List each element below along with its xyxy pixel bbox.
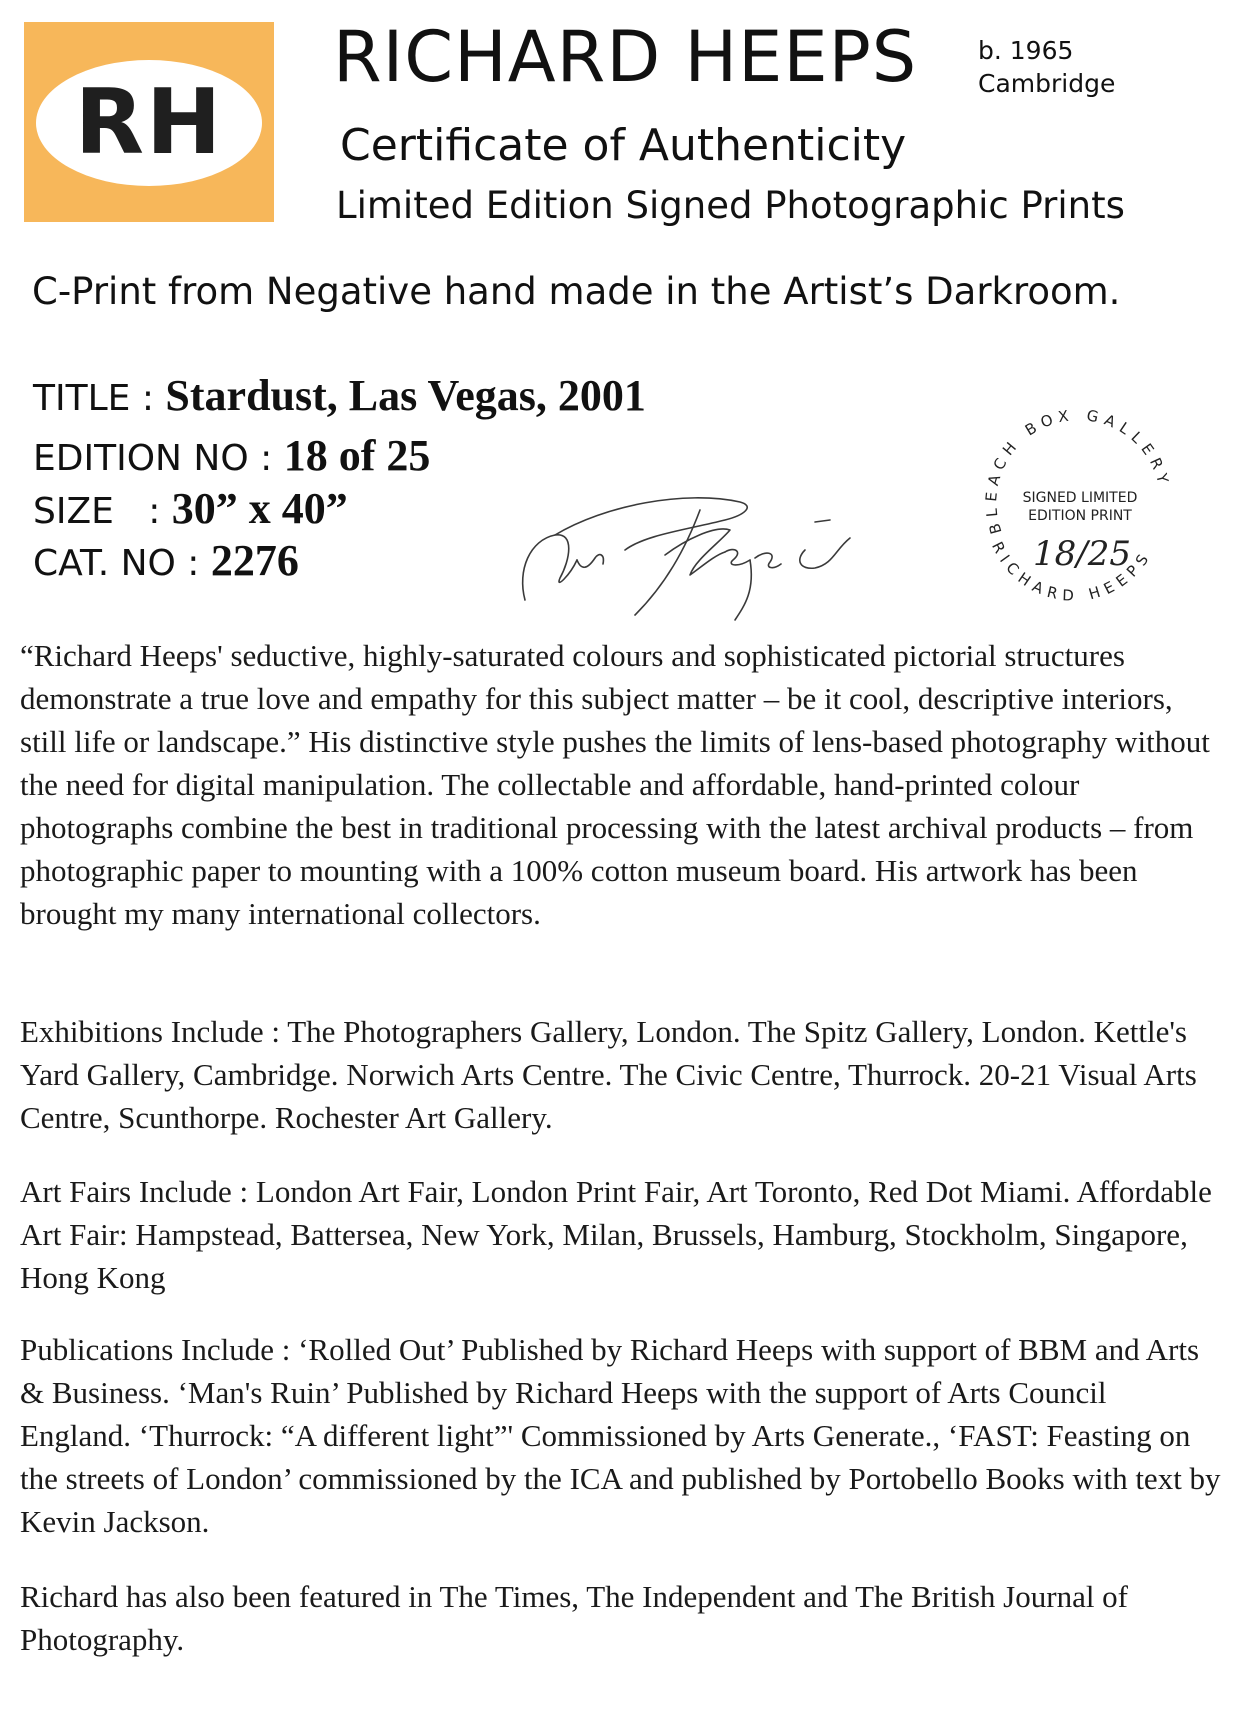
certificate-title: Certificate of Authenticity xyxy=(340,120,907,171)
cat-label: CAT. NO : xyxy=(33,543,211,584)
artist-birth-info xyxy=(978,34,1115,100)
stamp-edition-handwritten: 18/25 xyxy=(1033,534,1131,574)
exhibitions-paragraph: Exhibitions Include : The Photographers Gallery, London. The Spitz Gallery, London. Kettle's Yard Gallery, Cambridge. Norwich Arts Centre. The Civic Centre, Thurrock. 20-21 Visual Arts Centre, Scunthorpe. Rochester Art Gallery. xyxy=(20,1014,1197,1135)
title-row xyxy=(33,370,646,421)
edition-row xyxy=(33,430,430,481)
featured-paragraph: Richard has also been featured in The Times, The Independent and The British Journal of Photography. xyxy=(20,1579,1129,1657)
process-note: C-Print from Negative hand made in the Artist’s Darkroom. xyxy=(32,270,1121,313)
logo-text: RH xyxy=(74,69,224,175)
size-value: 30” x 40” xyxy=(171,484,348,533)
size-row xyxy=(33,483,348,534)
title-value: Stardust, Las Vegas, 2001 xyxy=(165,371,646,420)
stamp-ring-top-path: BLEACH BOX GALLERY xyxy=(982,405,1174,537)
birth-place: Cambridge xyxy=(978,69,1116,98)
art-fairs-paragraph: Art Fairs Include : London Art Fair, London Print Fair, Art Toronto, Red Dot Miami. Affordable Art Fair: Hampstead, Battersea, New York, Milan, Brussels, Hamburg, Stockholm, Singapore, Hong Kong xyxy=(20,1174,1212,1295)
edition-value: 18 of 25 xyxy=(283,431,431,480)
title-label: TITLE : xyxy=(33,378,166,419)
stamp-center-line1: SIGNED LIMITED xyxy=(1022,490,1138,506)
cat-row xyxy=(33,535,299,586)
birth-year: b. 1965 xyxy=(978,36,1074,65)
rh-logo xyxy=(24,22,274,222)
artist-signature xyxy=(515,480,860,625)
certificate-subtitle: Limited Edition Signed Photographic Prints xyxy=(336,184,1125,227)
publications-paragraph: Publications Include : ‘Rolled Out’ Published by Richard Heeps with support of BBM and Arts & Business. ‘Man's Ruin’ Published by Richard Heeps with the support of Arts Council England. ‘Thurrock: “A different light”' Commissioned by Arts Generate., ‘FAST: Feasting on the streets of London’ commissioned by the ICA and published by Portobello Books with text by Kevin Jackson. xyxy=(20,1332,1221,1539)
size-label: SIZE : xyxy=(33,491,172,532)
stamp-center-line2: EDITION PRINT xyxy=(1028,508,1132,524)
stamp-ring-bottom-path: RICHARD HEEPS xyxy=(988,538,1156,605)
artist-name: RICHARD HEEPS xyxy=(333,16,918,98)
gallery-stamp xyxy=(970,400,1190,620)
artist-quote-paragraph: “Richard Heeps' seductive, highly-saturated colours and sophisticated pictorial structures demonstrate a true love and empathy for this subject matter – be it cool, descriptive interiors, still life or landscape.” His distinctive style pushes the limits of lens-based photography without the need for digital manipulation. The collectable and affordable, hand-printed colour photographs combine the best in traditional processing with the latest archival products – from photographic paper to mounting with a 100% cotton museum board. His artwork has been brought my many international collectors. xyxy=(20,638,1210,931)
cat-value: 2276 xyxy=(210,536,299,585)
edition-label: EDITION NO : xyxy=(33,438,284,479)
